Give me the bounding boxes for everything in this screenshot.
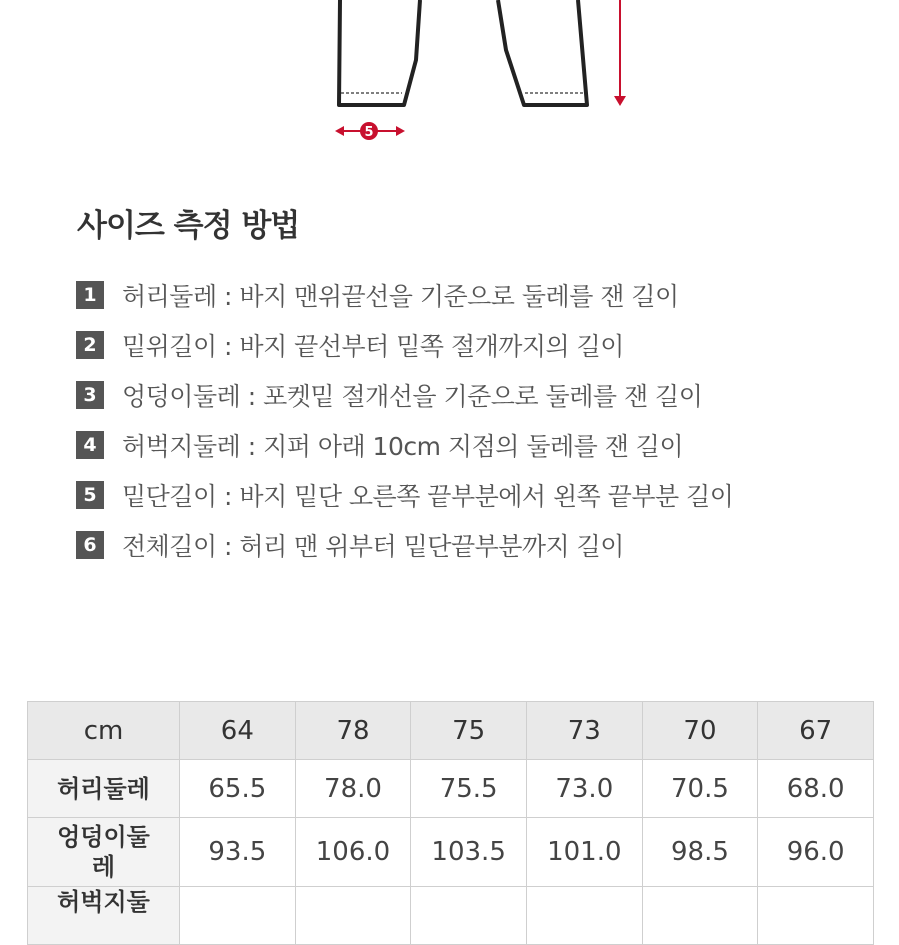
left-pant-leg	[339, 0, 420, 105]
row-label: 엉덩이둘레	[28, 818, 180, 887]
list-item	[76, 520, 733, 570]
header-cell-size: 73	[526, 702, 642, 760]
item-number-badge: 6	[76, 531, 104, 559]
list-item	[76, 270, 733, 320]
table-cell	[411, 887, 527, 945]
table-cell: 106.0	[295, 818, 411, 887]
table-row	[28, 818, 874, 887]
table-cell	[526, 887, 642, 945]
hem-width-arrow	[335, 122, 405, 140]
total-length-arrow	[614, 0, 626, 106]
table-header-row	[28, 702, 874, 760]
table-cell: 103.5	[411, 818, 527, 887]
item-text: 엉덩이둘레 : 포켓밑 절개선을 기준으로 둘레를 잰 길이	[122, 382, 703, 411]
item-number-badge: 1	[76, 281, 104, 309]
section-title: 사이즈 측정 방법	[77, 208, 300, 244]
item-text: 허벅지둘레 : 지퍼 아래 10cm 지점의 둘레를 잰 길이	[122, 432, 684, 461]
table-cell	[295, 887, 411, 945]
pants-diagram	[0, 0, 899, 150]
table-cell	[180, 887, 296, 945]
table-cell: 96.0	[758, 818, 874, 887]
header-cell-size: 64	[180, 702, 296, 760]
row-label: 허벅지둘	[28, 887, 180, 945]
item-number-badge: 4	[76, 431, 104, 459]
item-text: 허리둘레 : 바지 맨위끝선을 기준으로 둘레를 잰 길이	[122, 282, 679, 311]
table-cell: 70.5	[642, 760, 758, 818]
size-table	[27, 701, 874, 945]
table-cell: 68.0	[758, 760, 874, 818]
item-text: 전체길이 : 허리 맨 위부터 밑단끝부분까지 길이	[122, 532, 624, 561]
list-item	[76, 470, 733, 520]
item-text: 밑단길이 : 바지 밑단 오른쪽 끝부분에서 왼쪽 끝부분 길이	[122, 482, 734, 511]
header-cell-size: 67	[758, 702, 874, 760]
measure-list	[76, 270, 733, 570]
marker-5-label: 5	[364, 125, 374, 140]
table-cell: 73.0	[526, 760, 642, 818]
list-item	[76, 320, 733, 370]
header-cell-unit: cm	[28, 702, 180, 760]
item-number-badge: 2	[76, 331, 104, 359]
table-cell: 98.5	[642, 818, 758, 887]
header-cell-size: 75	[411, 702, 527, 760]
item-number-badge: 5	[76, 481, 104, 509]
table-cell: 65.5	[180, 760, 296, 818]
table-cell	[758, 887, 874, 945]
table-row	[28, 887, 874, 945]
header-cell-size: 70	[642, 702, 758, 760]
item-text: 밑위길이 : 바지 끝선부터 밑쪽 절개까지의 길이	[122, 332, 624, 361]
table-cell: 75.5	[411, 760, 527, 818]
row-label: 허리둘레	[28, 760, 180, 818]
table-cell: 101.0	[526, 818, 642, 887]
table-cell: 78.0	[295, 760, 411, 818]
table-row	[28, 760, 874, 818]
list-item	[76, 370, 733, 420]
list-item	[76, 420, 733, 470]
header-cell-size: 78	[295, 702, 411, 760]
right-pant-leg	[498, 0, 587, 105]
table-cell: 93.5	[180, 818, 296, 887]
item-number-badge: 3	[76, 381, 104, 409]
table-cell	[642, 887, 758, 945]
